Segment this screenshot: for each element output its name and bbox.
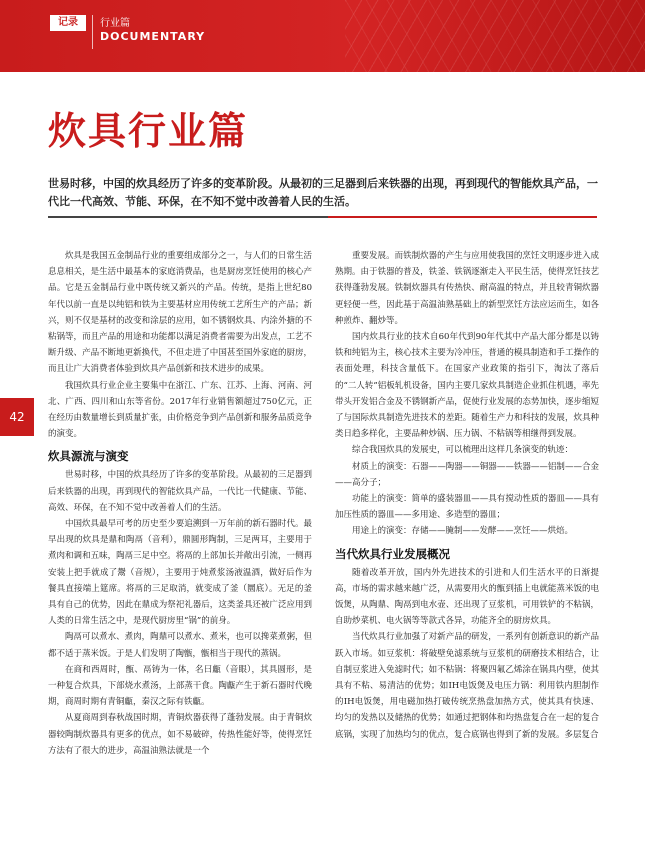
paragraph: 中国炊具最早可考的历史至少要追溯到一万年前的新石器时代。最早出现的炊具是鼎和陶鬲（音利），鼎圆形陶制，三足两耳，主要用于煮肉和调和五味，陶鬲三足中空。将鬲的上部加长并敞出引流，一侧再安装上把手就成了鬶（音规），主要用于炖煮浆汤液温酒，做好后作为餐具直接端上筵席。将鬲的三足取消，就变成了釜（圜底）。无足的釜具有自己的优势，因此在鼎成为祭祀礼器后，这类釜具还被广泛应用到人类的日常生活之中，是现代厨房里“锅”的前身。	[48, 519, 312, 627]
header-banner	[0, 0, 645, 72]
lead-rule-red	[328, 216, 597, 218]
header-divider	[92, 15, 93, 49]
paragraph: 我国炊具行业企业主要集中在浙江、广东、江苏、上海、河南、河北、广西、四川和山东等省份。2017年行业销售额超过750亿元，正在经历由数量增长到质量扩张，由价格竞争到产品创新和服务品质竞争的演变。	[48, 380, 312, 440]
paragraph: 炊具是我国五金制品行业的重要组成部分之一，与人们的日常生活息息相关，是生活中最基本的家庭消费品，也是厨房烹饪使用的核心产品。它是五金制品行业中既传统又新兴的产品。传统，是指上世纪80年代以前一直是以纯铝和铁为主要基材应用传统工艺所生产的产品；新兴，则不仅是基材的改变和涂层的应用，如不锈钢炊具、内涂外搪的不粘锅等，而且产品的用途和功能都以满足消费者需要为出发点，工艺不断升级、产品不断地更新换代，不但走进了中国甚至国外家庭的厨房，而且让广大消费者体验到炊具产品创新和技术进步的成果。	[48, 251, 312, 375]
left-column	[48, 248, 312, 759]
paragraph: 重要发展。而铁制炊器的产生与应用使我国的烹饪文明逐步进入成熟期。由于铁器的普及，铁釜、铁锅逐渐走入平民生活，使得烹饪技艺获得蓬勃发展。铁制炊器具有传热快、耐高温的特点，并且较青铜炊器更轻便一些，因此基于高温油熟基础上的新型烹饪方法应运而生，如各种煎炸、翻炒等。	[335, 251, 599, 326]
right-column	[335, 248, 599, 743]
lead-rule-dark	[48, 216, 328, 218]
page-number: 42	[0, 398, 34, 436]
article-title: 炊具行业篇	[48, 108, 249, 153]
section-heading: 炊具源流与演变	[48, 449, 129, 464]
paragraph: 陶鬲可以煮水、煮肉，陶鼎可以煮水、煮米，也可以搀菜煮粥，但都不适于蒸米饭。于是人们发明了陶甑，甑相当于现代的蒸锅。	[48, 632, 312, 659]
section-badge: 记录	[50, 15, 86, 31]
paragraph: 世易时移，中国的炊具经历了许多的变革阶段。从最初的三足器到后来铁器的出现，再到现代的智能炊具产品，一代比一代健康、节能、高效、环保，在不知不觉中改善着人们的生活。	[48, 470, 312, 513]
paragraph: 当代炊具行业加强了对新产品的研发，一系列有创新意识的新产品跃入市场。如豆浆机：将破壁免滤系统与豆浆机的研磨技术相结合，让自制豆浆进入免滤时代；如不粘锅：将聚四氟乙烯涂在锅具内壁，使其具有不粘、易清洁的优势；如IH电饭煲及电压力锅：利用铁内胆制作的IH电饭煲，用电磁加热打破传统烹热盘加热方式，使其具有快速、均匀的发热以及储热的优势；如通过把钢体和均热盘复合在一起的复合底锅，实现了加热均匀的优点，复合底锅也得到了新的发展。多层复合	[335, 632, 599, 740]
paragraph: 从夏商周到春秋战国时期，青铜炊器获得了蓬勃发展。由于青铜炊器较陶制炊器具有更多的优点，如不易破碎，传热性能好等，使得烹饪方法有了很大的进步，高温油熟法就是一个	[48, 713, 312, 756]
paragraph: 材质上的演变：石器——陶器——铜器——铁器——铝制——合金——高分子；	[335, 461, 599, 488]
paragraph: 功能上的演变：简单的盛装器皿——具有搅动性质的器皿——具有加压性质的器皿——多用途、多造型的器皿；	[335, 494, 599, 521]
section-heading: 当代炊具行业发展概况	[335, 546, 450, 561]
section-label-en: DOCUMENTARY	[100, 30, 206, 43]
header-mesh-pattern	[345, 0, 645, 72]
paragraph: 随着改革开放，国内外先进技术的引进和人们生活水平的日渐提高，市场的需求越来越广泛，从需要用火的甑到插上电就能蒸米饭的电饭煲，从陶鼎、陶鬲到电水壶、还出现了豆浆机，可用铁铲的不粘锅，自助炒菜机、电火锅等等款式各异，功能齐全的厨房炊具。	[335, 567, 599, 627]
paragraph: 用途上的演变：存储——腌制——发酵——烹饪——烘焙。	[352, 526, 574, 537]
paragraph: 国内炊具行业的技术自60年代到90年代其中产品大部分都是以铸铁和纯铝为主，核心技术主要为冷冲压，普通的模具制造和手工操作的表面处理，科技含量低下。在国家产业政策的指引下，淘汰了落后的“二人转”铝板轧机设备，国内主要几家炊具制造企业抓住机遇，率先带头开发铝合金及不锈钢新产品，促使行业发展的态势加快，逐步缩短了与国际炊具制造先进技术的差距。随着生产力和科技的发展，炊具种类日趋多样化，主要品种炒锅、压力锅、不粘锅等相继得到发展。	[335, 332, 599, 440]
paragraph: 综合我国炊具的发展史，可以梳理出这样几条演变的轨迹：	[352, 445, 574, 456]
section-label-cn: 行业篇	[100, 18, 130, 29]
paragraph: 在商和西周时，甑、鬲铸为一体，名曰甗（音眼），其具圆形，是一种复合炊具，下部烧水煮汤，上部蒸干食。陶甗产生于新石器时代晚期，商周时期有青铜甗，秦汉之际有铁甗。	[48, 664, 312, 708]
article-lead: 世易时移，中国的炊具经历了许多的变革阶段。从最初的三足器到后来铁器的出现，再到现代的智能炊具产品，一代比一代高效、节能、环保，在不知不觉中改善着人民的生活。	[48, 177, 598, 208]
